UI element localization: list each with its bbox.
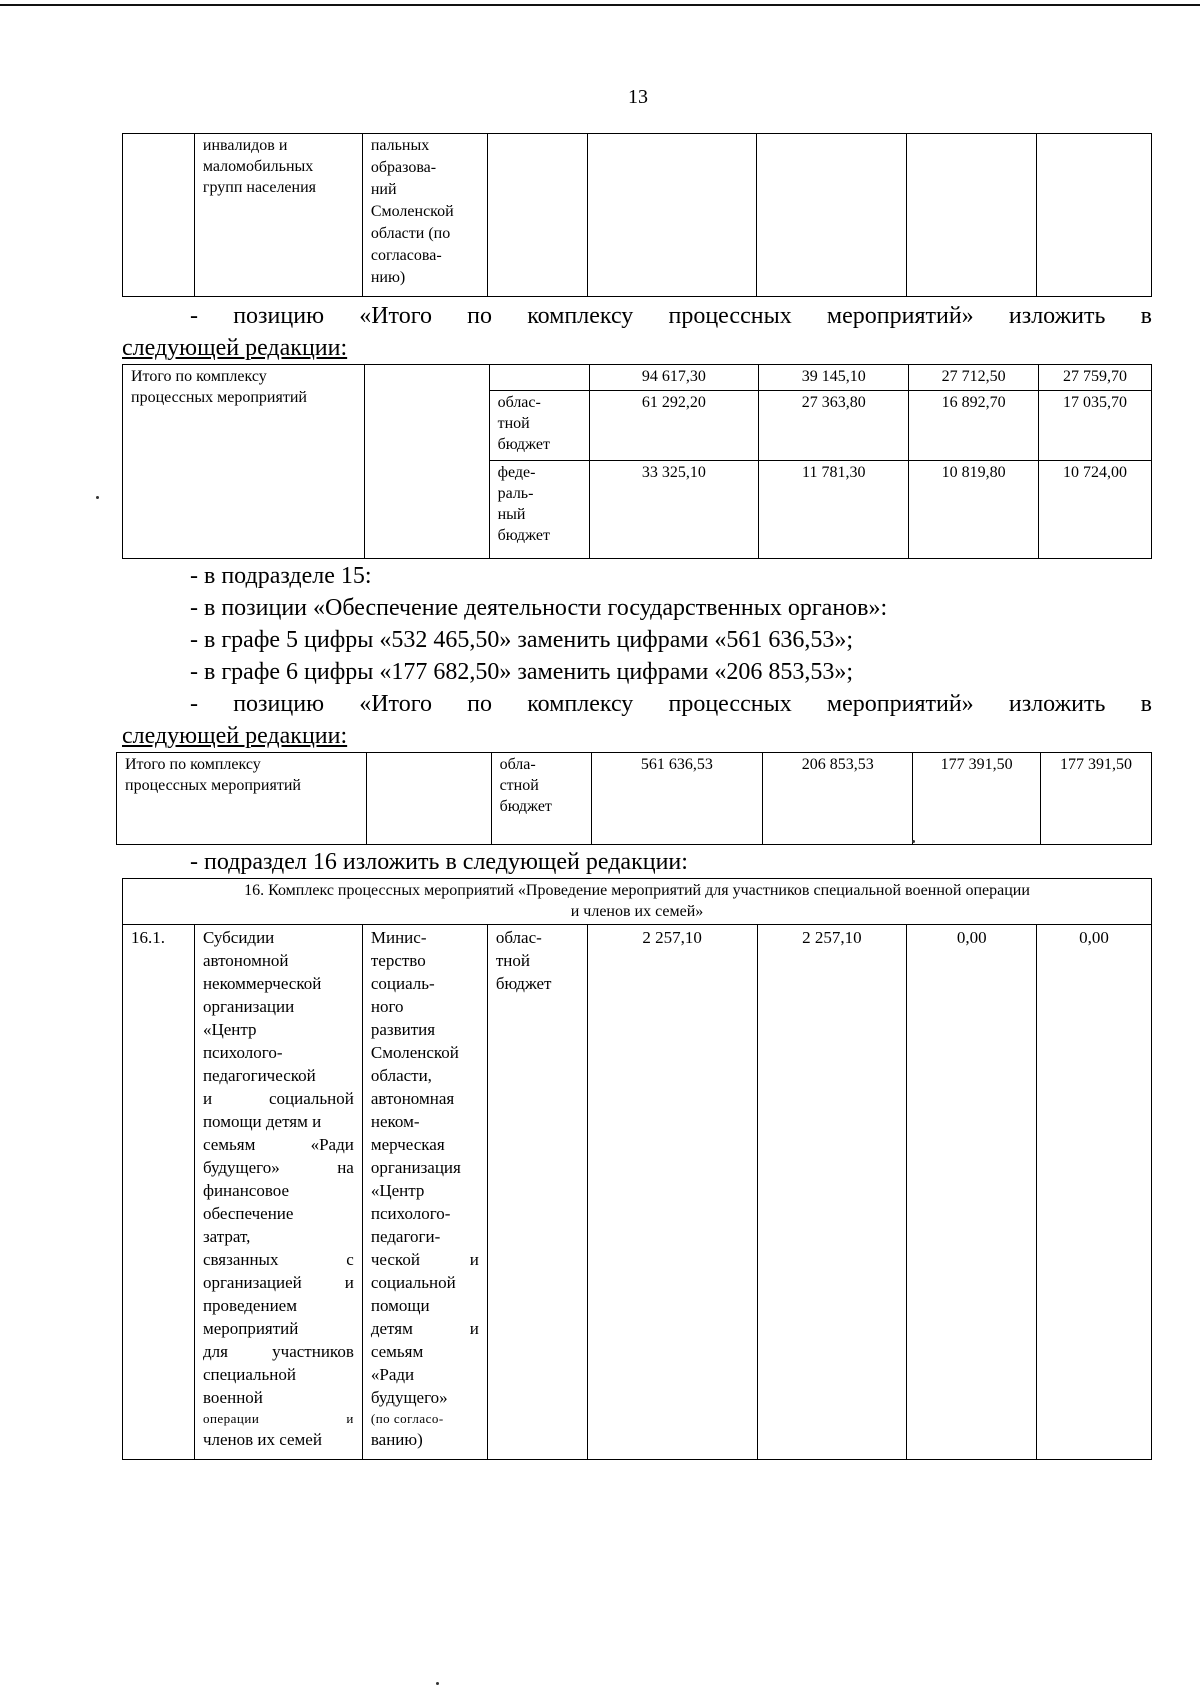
cell-total: 39 145,10 — [759, 365, 909, 391]
text-line: некоммерческой — [202, 974, 322, 993]
text-line: операции и — [202, 1411, 354, 1426]
cell-value: 2 257,10 — [757, 925, 907, 1460]
cell-value: 561 636,53 — [591, 753, 763, 845]
text-line: «Ради — [370, 1365, 415, 1384]
cell-total: 27 759,70 — [1039, 365, 1152, 391]
text-line: военной — [202, 1388, 263, 1407]
text-line: ного — [370, 997, 404, 1016]
instruction-line: - подраздел 16 изложить в следующей редакции: — [190, 849, 688, 875]
cell-number — [123, 134, 195, 297]
cell-executor — [362, 134, 487, 297]
text-line: тной — [497, 415, 530, 432]
cell-source — [489, 391, 589, 461]
cell-value: 16 892,70 — [909, 391, 1039, 461]
cell-value — [587, 134, 757, 297]
cell-source — [487, 925, 587, 1460]
cell-value: 27 363,80 — [759, 391, 909, 461]
text-line: ний — [370, 181, 397, 198]
text-line: маломобильных — [202, 158, 314, 175]
text-line: затрат, — [202, 1227, 251, 1246]
text-line: области (по — [370, 225, 451, 242]
text-line: бюджет — [499, 798, 552, 815]
text-line: психолого- — [202, 1043, 283, 1062]
text-line: Субсидии — [202, 928, 275, 947]
text-line: Итого по комплексу — [131, 368, 267, 385]
text-line: помощи детям и — [202, 1112, 322, 1131]
text-line: процессных мероприятий — [125, 777, 301, 794]
scan-speck — [96, 496, 99, 499]
cell-source — [487, 134, 587, 297]
text-line: стной — [499, 777, 539, 794]
table-subsection-16 — [122, 878, 1152, 1460]
cell-value: 0,00 — [1037, 925, 1152, 1460]
text-line: облас- — [497, 394, 541, 411]
instruction-line: следующей редакции: — [122, 335, 348, 361]
cell-value: 206 853,53 — [763, 753, 913, 845]
instruction-line: - позицию «Итого по комплексу процессных мероприятий» изложить в — [190, 303, 1152, 329]
text-line: обла- — [499, 756, 536, 773]
scan-top-edge — [0, 4, 1200, 6]
cell-name — [194, 134, 362, 297]
text-line: связанных с — [202, 1250, 354, 1269]
instruction-line: - позицию «Итого по комплексу процессных мероприятий» изложить в — [190, 691, 1152, 717]
text-line: «Центр — [370, 1181, 425, 1200]
text-line: финансовое — [202, 1181, 289, 1200]
scan-speck — [436, 1682, 439, 1685]
text-line: терство — [370, 951, 426, 970]
text-line: (по согласо- — [370, 1411, 444, 1426]
text-line: детям и — [370, 1319, 479, 1338]
text-line: Смоленской — [370, 203, 454, 220]
text-line: ческой и — [370, 1250, 479, 1269]
cell-executor — [362, 925, 487, 1460]
cell-value: 11 781,30 — [759, 461, 909, 559]
text-line: области, — [370, 1066, 432, 1085]
instruction-line: - в графе 6 цифры «177 682,50» заменить цифрами «206 853,53»; — [190, 659, 854, 685]
text-line: и членов их семей» — [570, 903, 704, 920]
text-line: групп населения — [202, 179, 317, 196]
subsection-header — [123, 879, 1152, 925]
cell-source — [491, 753, 591, 845]
page-number: 13 — [628, 86, 648, 108]
table-continuation — [122, 133, 1152, 297]
cell-value: 17 035,70 — [1039, 391, 1152, 461]
text-line: педагогической — [202, 1066, 316, 1085]
scan-speck — [912, 840, 915, 843]
cell-value: 0,00 — [907, 925, 1037, 1460]
instruction-line: - в подразделе 15: — [190, 563, 372, 589]
text-line: 16. Комплекс процессных мероприятий «Проведение мероприятий для участников специальной военной операции — [244, 882, 1030, 899]
text-line: Смоленской — [370, 1043, 459, 1062]
text-line: тной — [495, 951, 530, 970]
cell-total: 27 712,50 — [909, 365, 1039, 391]
text-line: «Центр — [202, 1020, 257, 1039]
cell-executor — [364, 365, 489, 559]
table-itogo-1 — [122, 364, 1152, 559]
text-line: мерческая — [370, 1135, 445, 1154]
cell-value: 33 325,10 — [589, 461, 759, 559]
text-line: психолого- — [370, 1204, 451, 1223]
cell-source — [489, 461, 589, 559]
text-line: процессных мероприятий — [131, 389, 307, 406]
text-line: нию) — [370, 269, 406, 286]
cell-executor — [366, 753, 491, 845]
text-line: педагоги- — [370, 1227, 441, 1246]
table-itogo-2 — [116, 752, 1152, 845]
cell-value — [757, 134, 907, 297]
cell-row-number: 16.1. — [123, 925, 195, 1460]
text-line: помощи — [370, 1296, 430, 1315]
cell-value: 177 391,50 — [1041, 753, 1152, 845]
text-line: Итого по комплексу — [125, 756, 261, 773]
text-line: неком- — [370, 1112, 420, 1131]
text-line: мероприятий — [202, 1319, 299, 1338]
text-line: облас- — [495, 928, 542, 947]
text-line: и социальной — [202, 1089, 354, 1108]
cell-activity-name — [194, 925, 362, 1460]
cell-value — [1037, 134, 1152, 297]
cell-value: 10 724,00 — [1039, 461, 1152, 559]
text-line: организации — [202, 997, 295, 1016]
text-line: членов их семей — [202, 1430, 322, 1449]
text-line: организация — [370, 1158, 461, 1177]
text-line: организацией и — [202, 1273, 354, 1292]
cell-itogo-label — [123, 365, 365, 559]
text-line: развития — [370, 1020, 436, 1039]
text-line: социаль- — [370, 974, 435, 993]
instruction-line: следующей редакции: — [122, 723, 348, 749]
text-line: семьям «Ради — [202, 1135, 354, 1154]
text-line: ванию) — [370, 1430, 423, 1449]
text-line: пальных — [370, 137, 430, 154]
cell-value — [907, 134, 1037, 297]
instruction-line: - в графе 5 цифры «532 465,50» заменить цифрами «561 636,53»; — [190, 627, 854, 653]
text-line: инвалидов и — [202, 137, 288, 154]
text-line: ный — [497, 506, 526, 523]
text-line: Минис- — [370, 928, 427, 947]
instruction-line: - в позиции «Обеспечение деятельности государственных органов»: — [190, 595, 888, 621]
cell-value: 61 292,20 — [589, 391, 759, 461]
text-line: проведением — [202, 1296, 297, 1315]
text-line: будущего» — [370, 1388, 448, 1407]
text-line: согласова- — [370, 247, 442, 264]
text-line: бюджет — [495, 974, 552, 993]
text-line: специальной — [202, 1365, 296, 1384]
cell-value: 10 819,80 — [909, 461, 1039, 559]
cell-value: 2 257,10 — [587, 925, 757, 1460]
cell-itogo-label — [117, 753, 367, 845]
cell-source — [489, 365, 589, 391]
text-line: бюджет — [497, 436, 550, 453]
text-line: обеспечение — [202, 1204, 294, 1223]
text-line: автономная — [370, 1089, 455, 1108]
text-line: образова- — [370, 159, 437, 176]
text-line: социальной — [370, 1273, 456, 1292]
text-line: семьям — [370, 1342, 424, 1361]
text-line: феде- — [497, 464, 536, 481]
text-line: будущего» на — [202, 1158, 354, 1177]
text-line: бюджет — [497, 527, 550, 544]
cell-value: 177 391,50 — [913, 753, 1041, 845]
text-line: раль- — [497, 485, 534, 502]
text-line: автономной — [202, 951, 289, 970]
text-line: для участников — [202, 1342, 354, 1361]
cell-total: 94 617,30 — [589, 365, 759, 391]
